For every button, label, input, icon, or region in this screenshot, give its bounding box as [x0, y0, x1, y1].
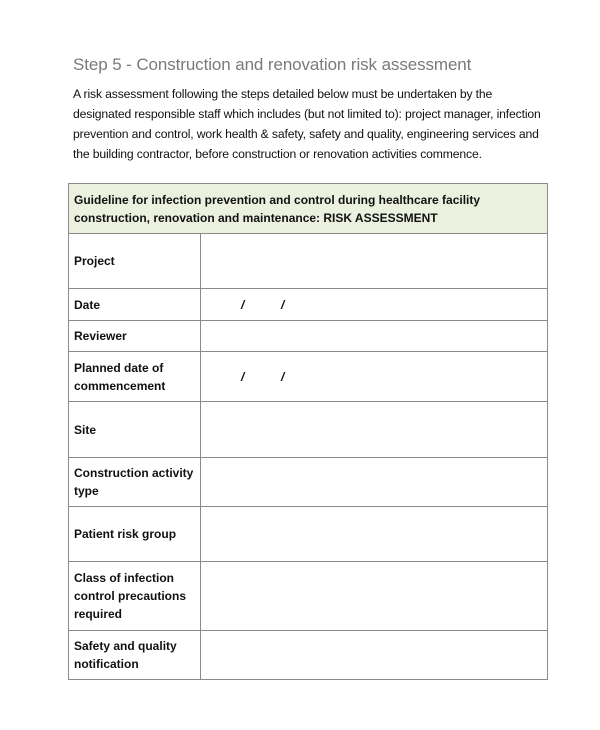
form-row-site: [69, 402, 548, 458]
date-separator: /: [241, 297, 245, 312]
risk-assessment-form: [68, 183, 548, 680]
safety-notification-label: Safety and quality notification: [69, 631, 201, 680]
date-separator: /: [281, 297, 285, 312]
reviewer-label: Reviewer: [69, 321, 201, 352]
form-header: Guideline for infection prevention and control during healthcare facility construction, renovation and maintenance: RISK ASSESSMENT: [69, 184, 548, 234]
patient-risk-field[interactable]: [201, 507, 548, 562]
project-field[interactable]: [201, 234, 548, 289]
date-label: Date: [69, 289, 201, 321]
intro-paragraph: A risk assessment following the steps detailed below must be undertaken by the designated responsible staff which includes (but not limited to): project manager, infection prevention and control, work health & safety, safety and quality, engineering services and the building contractor, before construction or renovation activities commence.: [73, 87, 541, 161]
planned-date-field[interactable]: [201, 352, 548, 402]
date-separator: /: [241, 369, 245, 384]
reviewer-field[interactable]: [201, 321, 548, 352]
page-title: Step 5 - Construction and renovation risk assessment: [73, 55, 472, 74]
patient-risk-label: Patient risk group: [69, 507, 201, 562]
form-row-infection-class: [69, 562, 548, 631]
site-field[interactable]: [201, 402, 548, 458]
form-row-patient-risk: [69, 507, 548, 562]
site-label: Site: [69, 402, 201, 458]
form-row-planned-date: [69, 352, 548, 402]
form-row-safety-notification: [69, 631, 548, 680]
form-row-project: [69, 234, 548, 289]
form-header-row: [69, 184, 548, 234]
project-label: Project: [69, 234, 201, 289]
form-row-reviewer: [69, 321, 548, 352]
date-field[interactable]: [201, 289, 548, 321]
date-separator: /: [281, 369, 285, 384]
construction-activity-label: Construction activity type: [69, 458, 201, 507]
planned-date-label: Planned date of commencement: [69, 352, 201, 402]
form-row-date: [69, 289, 548, 321]
infection-class-field[interactable]: [201, 562, 548, 631]
safety-notification-field[interactable]: [201, 631, 548, 680]
construction-activity-field[interactable]: [201, 458, 548, 507]
infection-class-label: Class of infection control precautions required: [69, 562, 201, 631]
form-row-construction-activity: [69, 458, 548, 507]
